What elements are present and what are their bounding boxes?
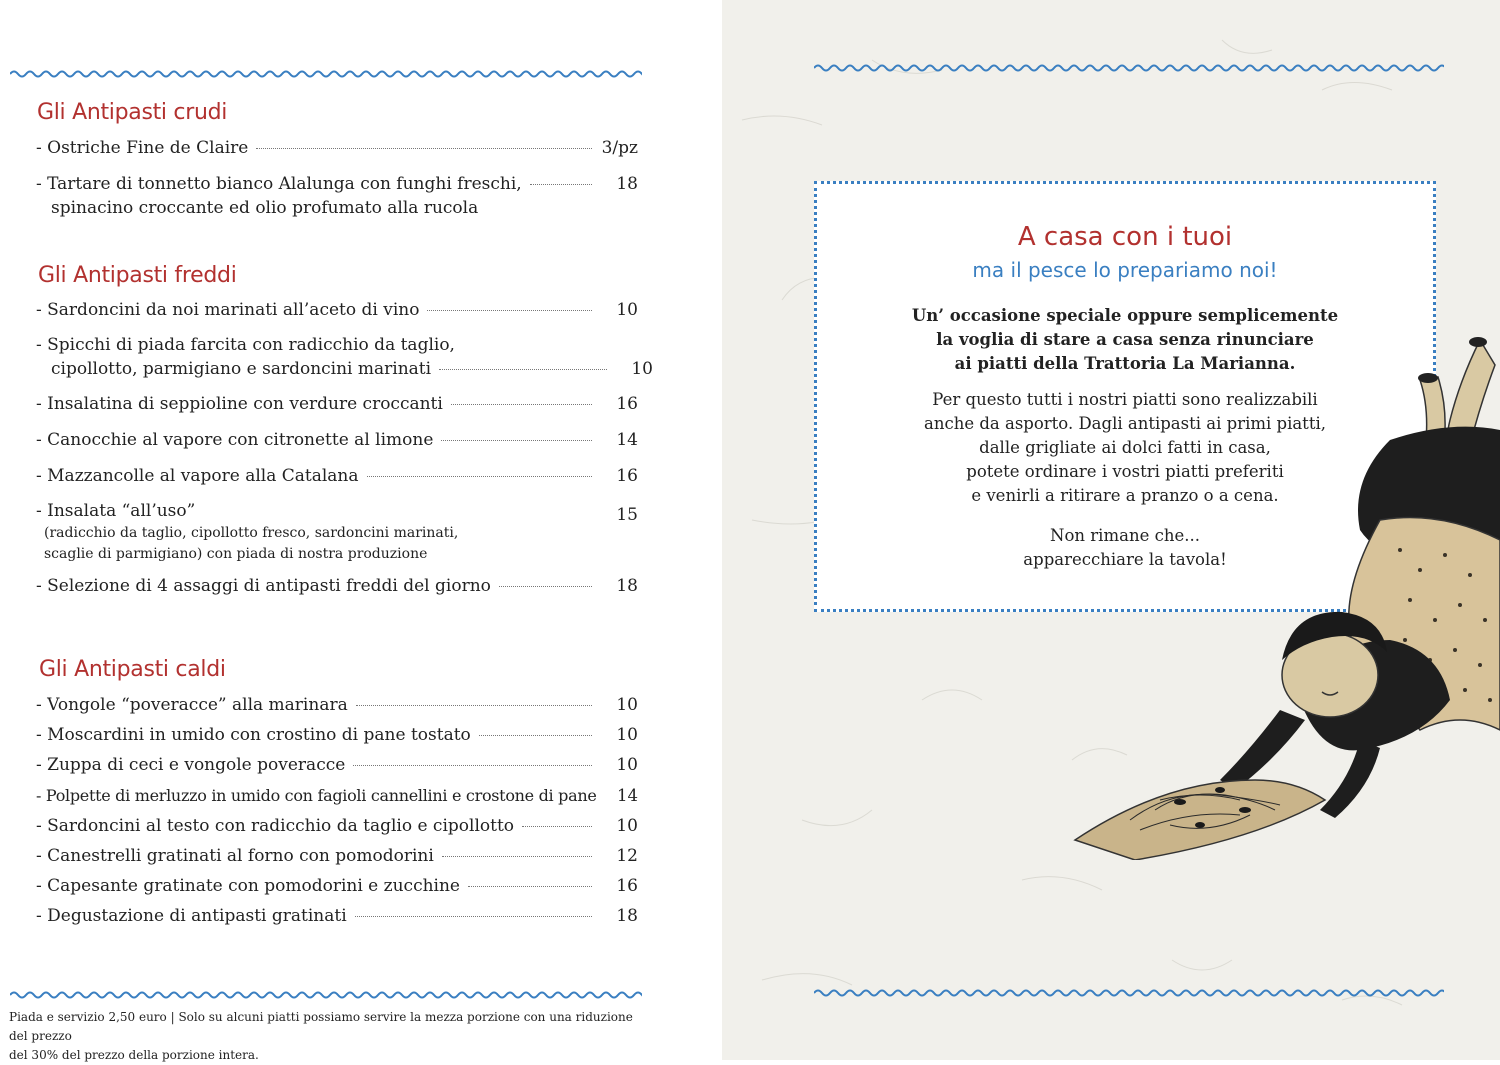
woman-serving-spaghetti-illustration bbox=[1060, 320, 1500, 860]
price: 10 bbox=[616, 725, 638, 745]
menu-item: - Polpette di merluzzo in umido con fagioli cannellini e crostone di pane 14 bbox=[36, 784, 638, 808]
menu-item: - Vongole “poveracce” alla marinara 10 bbox=[36, 695, 638, 715]
price: 18 bbox=[616, 174, 638, 194]
menu-item: - Mazzancolle al vapore alla Catalana 16 bbox=[36, 466, 638, 486]
price: 10 bbox=[631, 359, 653, 379]
menu-item: - Insalatina di seppioline con verdure croccanti 16 bbox=[36, 394, 638, 414]
price: 16 bbox=[616, 876, 638, 896]
price: 3/pz bbox=[601, 138, 638, 158]
price: 10 bbox=[616, 300, 638, 320]
box-intro: Un’ occasione speciale oppure semplicemente la voglia di stare a casa senza rinunciare ai piatti della Trattoria La Marianna. bbox=[911, 306, 1339, 373]
menu-item: - Tartare di tonnetto bianco Alalunga con funghi freschi, 18 spinacino croccante ed olio profumato alla rucola bbox=[36, 174, 638, 218]
wave-divider-bottom bbox=[10, 989, 642, 1001]
menu-item: - Capesante gratinate con pomodorini e zucchine 16 bbox=[36, 876, 638, 896]
menu-item: - Degustazione di antipasti gratinati 18 bbox=[36, 906, 638, 926]
price: 16 bbox=[616, 466, 638, 486]
price: 15 bbox=[616, 505, 638, 525]
menu-item: - Canestrelli gratinati al forno con pomodorini 12 bbox=[36, 846, 638, 866]
section-title-antipasti-crudi: Gli Antipasti crudi bbox=[37, 100, 228, 125]
menu-item: - Insalata “all’uso” 15 (radicchio da taglio, cipollotto fresco, sardoncini marinati, scaglie di parmigiano) con piada di nostra produzione bbox=[36, 501, 638, 562]
section-title-antipasti-caldi: Gli Antipasti caldi bbox=[39, 657, 226, 682]
price: 10 bbox=[616, 755, 638, 775]
menu-item: - Ostriche Fine de Claire 3/pz bbox=[36, 138, 638, 158]
menu-item: - Canocchie al vapore con citronette al limone 14 bbox=[36, 430, 638, 450]
price: 18 bbox=[616, 906, 638, 926]
box-subtitle: ma il pesce lo prepariamo noi! bbox=[972, 258, 1278, 282]
menu-item: - Moscardini in umido con crostino di pane tostato 10 bbox=[36, 725, 638, 745]
price: 10 bbox=[616, 816, 638, 836]
menu-item: - Sardoncini da noi marinati all’aceto di vino 10 bbox=[36, 300, 638, 320]
price: 14 bbox=[616, 430, 638, 450]
section-title-antipasti-freddi: Gli Antipasti freddi bbox=[38, 263, 237, 288]
menu-item: - Spicchi di piada farcita con radicchio da taglio, cipollotto, parmigiano e sardoncini marinati 10 bbox=[36, 335, 653, 379]
menu-item: - Zuppa di ceci e vongole poveracce 10 bbox=[36, 755, 638, 775]
menu-left-page bbox=[0, 0, 722, 1060]
menu-item: - Sardoncini al testo con radicchio da taglio e cipollotto 10 bbox=[36, 816, 638, 836]
box-title: A casa con i tuoi bbox=[1017, 222, 1233, 252]
price: 12 bbox=[616, 846, 638, 866]
box-body: Per questo tutti i nostri piatti sono realizzabili anche da asporto. Dagli antipasti ai primi piatti, dalle grigliate ai dolci fatti in casa, potete ordinare i vostri piatti preferiti e venirli a ritirare a pranzo o a cena. bbox=[924, 390, 1326, 505]
price: 18 bbox=[616, 576, 638, 596]
price: 10 bbox=[616, 695, 638, 715]
price: 16 bbox=[616, 394, 638, 414]
menu-item: - Selezione di 4 assaggi di antipasti freddi del giorno 18 bbox=[36, 576, 638, 596]
footnote: Piada e servizio 2,50 euro | Solo su alcuni piatti possiamo servire la mezza porzione con una riduzione del prezzo del 30% del prezzo della porzione intera. bbox=[9, 1010, 633, 1062]
wave-divider-bottom-right bbox=[814, 987, 1444, 999]
box-closing: Non rimane che... apparecchiare la tavola! bbox=[1023, 526, 1227, 569]
price: 14 bbox=[617, 786, 638, 805]
wave-divider-top-right bbox=[814, 62, 1444, 74]
wave-divider-top bbox=[10, 68, 642, 80]
